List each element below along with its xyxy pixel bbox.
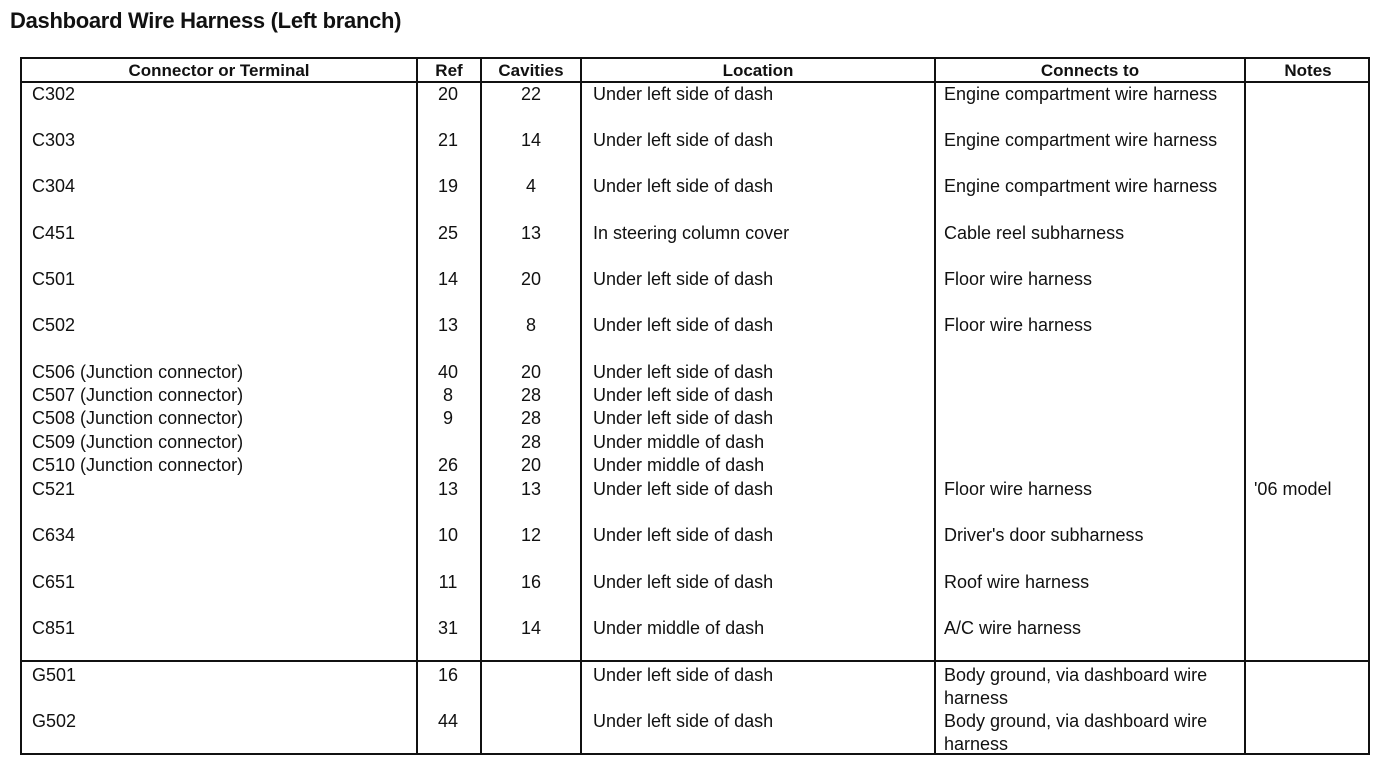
connector-cell: C510 (Junction connector) [32,455,244,475]
ref-cell: 26 [437,455,459,475]
ref-cell: 13 [437,479,459,499]
connector-cell: C501 [32,269,76,289]
connects-to-cell: Engine compartment wire harness [944,84,1218,104]
notes-cell: '06 model [1254,479,1332,499]
connector-cell: C304 [32,176,76,196]
ref-cell: 20 [437,84,459,104]
cavities-cell: 4 [525,176,536,196]
cavities-cell: 14 [520,618,542,638]
connector-cell: C651 [32,572,76,592]
location-cell: Under left side of dash [593,525,774,545]
ref-cell: 10 [437,525,459,545]
connector-cell: G502 [32,711,77,731]
location-cell: Under left side of dash [593,176,774,196]
header-cavities: Cavities [498,61,564,80]
ref-cell: 13 [437,315,459,335]
connector-cell: C502 [32,315,76,335]
location-cell: Under left side of dash [593,385,774,405]
ref-cell: 8 [442,385,453,405]
cavities-cell: 20 [520,455,542,475]
cavities-cell: 8 [525,315,536,335]
connector-cell: G501 [32,665,77,685]
connector-cell: C634 [32,525,76,545]
cavities-cell: 12 [520,525,542,545]
column-divider [934,59,936,753]
section-rule [22,660,1368,662]
ref-cell: 19 [437,176,459,196]
location-cell: Under left side of dash [593,711,774,731]
ref-cell: 14 [437,269,459,289]
connects-to-cell: Body ground, via dashboard wire harness [944,665,1208,708]
ref-cell: 16 [437,665,459,685]
connects-to-cell: Floor wire harness [944,479,1093,499]
connector-cell: C509 (Junction connector) [32,432,244,452]
cavities-cell: 14 [520,130,542,150]
connects-to-cell: Engine compartment wire harness [944,130,1218,150]
ref-cell: 21 [437,130,459,150]
connects-to-cell: Engine compartment wire harness [944,176,1218,196]
connects-to-cell: A/C wire harness [944,618,1082,638]
cavities-cell: 22 [520,84,542,104]
location-cell: Under left side of dash [593,665,774,685]
location-cell: Under middle of dash [593,455,765,475]
location-cell: Under left side of dash [593,315,774,335]
ref-cell: 25 [437,223,459,243]
header-connects-to: Connects to [1040,61,1140,80]
ref-cell: 11 [438,572,458,592]
connects-to-cell: Cable reel subharness [944,223,1125,243]
ref-cell: 31 [437,618,459,638]
page-title: Dashboard Wire Harness (Left branch) [10,8,402,33]
cavities-cell: 28 [520,432,542,452]
connects-to-cell: Floor wire harness [944,315,1093,335]
location-cell: Under left side of dash [593,84,774,104]
connector-cell: C521 [32,479,76,499]
connector-cell: C507 (Junction connector) [32,385,244,405]
connects-to-cell: Driver's door subharness [944,525,1144,545]
header-location: Location [722,61,794,80]
location-cell: Under left side of dash [593,362,774,382]
cavities-cell: 16 [520,572,542,592]
column-divider [1244,59,1246,753]
header-ref: Ref [435,61,463,80]
ref-cell: 44 [437,711,459,731]
ref-cell: 9 [442,408,453,428]
location-cell: Under left side of dash [593,269,774,289]
connector-cell: C451 [32,223,76,243]
location-cell: Under left side of dash [593,572,774,592]
harness-table [20,57,1370,755]
cavities-cell: 20 [520,269,542,289]
connects-to-cell: Roof wire harness [944,572,1090,592]
cavities-cell: 20 [520,362,542,382]
connector-cell: C506 (Junction connector) [32,362,244,382]
connects-to-cell: Floor wire harness [944,269,1093,289]
location-cell: Under left side of dash [593,408,774,428]
location-cell: Under left side of dash [593,479,774,499]
location-cell: In steering column cover [593,223,790,243]
location-cell: Under left side of dash [593,130,774,150]
connector-cell: C851 [32,618,76,638]
connects-to-cell: Body ground, via dashboard wire harness [944,711,1208,754]
location-cell: Under middle of dash [593,618,765,638]
cavities-cell: 13 [520,223,542,243]
column-divider [580,59,582,753]
connector-cell: C302 [32,84,76,104]
cavities-cell: 28 [520,408,542,428]
location-cell: Under middle of dash [593,432,765,452]
connector-cell: C508 (Junction connector) [32,408,244,428]
connector-cell: C303 [32,130,76,150]
cavities-cell: 28 [520,385,542,405]
cavities-cell: 13 [520,479,542,499]
header-connector: Connector or Terminal [128,61,310,80]
header-notes: Notes [1284,61,1332,80]
ref-cell: 40 [437,362,459,382]
